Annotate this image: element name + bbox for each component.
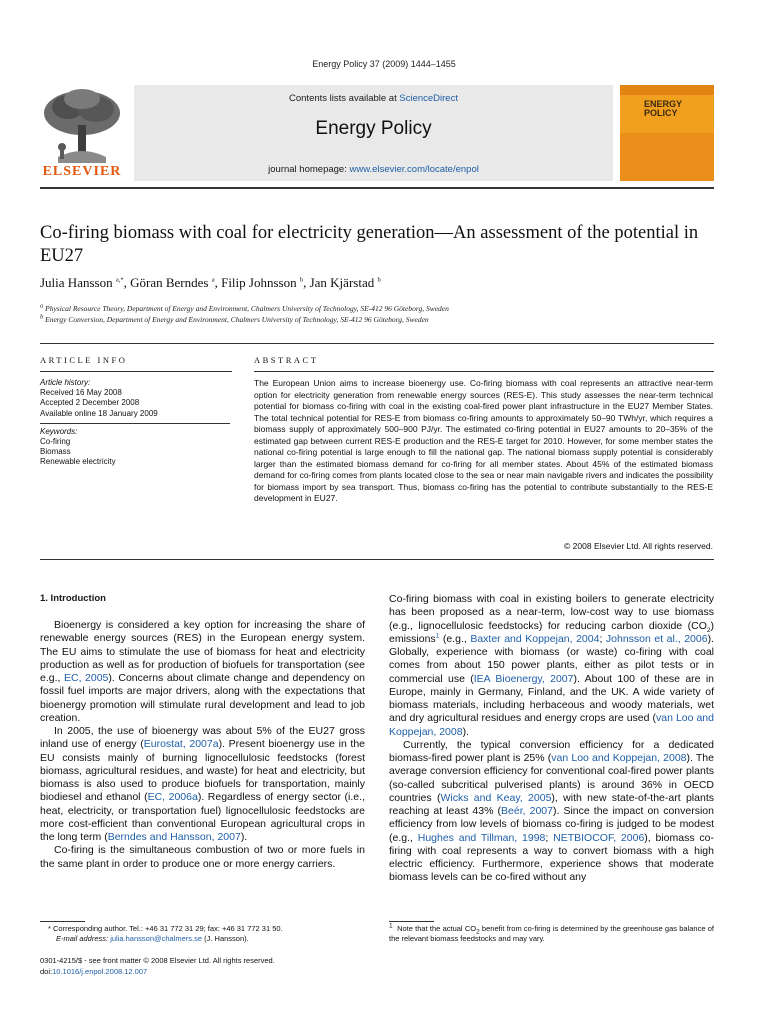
citation-link[interactable]: Eurostat, 2007a <box>143 738 219 751</box>
citation-link[interactable]: EC, 2005 <box>63 672 109 684</box>
author-affiliation-mark: a <box>211 276 215 284</box>
history-online: Available online 18 January 2009 <box>40 408 158 418</box>
section-heading-introduction: 1. Introduction <box>40 593 106 604</box>
homepage-prefix: journal homepage: <box>268 164 347 175</box>
email-label: E-mail address: <box>56 934 109 943</box>
cover-lower-band <box>620 133 714 181</box>
abstract-copyright: © 2008 Elsevier Ltd. All rights reserved. <box>564 541 713 551</box>
affiliation-mark: b <box>40 313 44 321</box>
citation-link[interactable]: Hughes and Tillman, 1998 <box>417 831 546 844</box>
paragraph: In 2005, the use of bioenergy was about 5% of the EU27 gross inland use of energy (Eurostat, 2007a). Present bioenergy use in the EU consists mainly of burning lignocellulosic feedstocks (forest biomass, agricultural residues, and waste) for heat and electricity, but biomass is also used to produce biofuels for transportation, mainly biodiesel and ethanol (EC, 2006a). Regardless of energy sector (i.e., heat, electricity, or transportation fuel) lignocellulosic feedstocks are more cost-efficient than conventional European agricultural crops in the long term (Berndes and Hansson, 2007). <box>40 725 365 843</box>
body-column-right <box>389 593 714 885</box>
contents-line <box>134 93 613 104</box>
keyword-item: Biomass <box>40 447 71 457</box>
affiliation-text: Energy Conversion, Department of Energy and Environment, Chalmers University of Technology, SE-412 96 Göteborg, Sweden <box>45 315 429 324</box>
issn-footer <box>40 955 275 977</box>
paragraph: Currently, the typical conversion efficiency for a dedicated biomass-fired power plant is 25% (van Loo and Koppejan, 2008). The average conversion efficiency for conventional coal-fired power plants (so-called subcritical pulverised plants) is around 36% in OECD countries (Wicks and Keay, 2005), with new state-of-the-art plants reaching at least 43% (Beér, 2007). Since the impact on conversion efficiency from low levels of biomass co-firing is judged to be modest (e.g., Hughes and Tillman, 1998; NETBIOCOF, 2006), biomass co-firing with coal represents a way to convert biomass with a high electric efficiency. Furthermore, experience shows that moderate biomass levels can be co-fired without any <box>389 738 714 884</box>
citation-link[interactable]: IEA Bioenergy, 2007 <box>473 672 574 685</box>
masthead-rule <box>40 187 714 189</box>
footnote-1: $^1$ Note that the actual $CO_2$ benefit from co-firing is determined by the greenhouse gas balance of the relevant biomass feedstocks and may vary. <box>389 922 714 943</box>
cover-title <box>644 100 682 118</box>
history-received: Received 16 May 2008 <box>40 388 122 398</box>
footnote-rule-left <box>40 921 85 922</box>
homepage-line <box>134 164 613 175</box>
keywords-rule <box>40 423 230 424</box>
info-top-rule <box>40 343 714 344</box>
corresponding-author-footnote: * Corresponding author. Tel.: +46 31 772 31 29; fax: +46 31 772 31 50. E-mail address: julia.hansson@chalmers.se (J. Hansson). <box>48 924 283 943</box>
keyword-item: Renewable electricity <box>40 457 116 467</box>
abstract-rule <box>254 371 714 372</box>
citation-link[interactable]: NETBIOCOF, 2006 <box>553 831 645 844</box>
email-link[interactable]: julia.hansson@chalmers.se <box>110 934 203 943</box>
sciencedirect-link[interactable]: ScienceDirect <box>399 93 458 104</box>
affiliation-b <box>40 315 429 324</box>
footnote-number: 1 <box>389 922 393 930</box>
footnote-link[interactable]: 1 <box>435 632 440 640</box>
author-affiliation-mark: a,* <box>115 276 124 284</box>
tree-icon <box>38 85 126 165</box>
article-title: Co-firing biomass with coal for electricity generation—An assessment of the potential in EU27 <box>40 223 699 266</box>
issn-line: 0301-4215/$ - see front matter © 2008 Elsevier Ltd. All rights reserved. <box>40 956 275 965</box>
doi-link[interactable]: 10.1016/j.enpol.2008.12.007 <box>52 967 148 976</box>
keywords-label: Keywords: <box>40 426 78 436</box>
author-affiliation-mark: b <box>299 276 304 284</box>
corresponding-author-text: Corresponding author. Tel.: +46 31 772 31 29; fax: +46 31 772 31 50. <box>53 924 283 933</box>
footnote-rule-right <box>389 921 434 922</box>
author-name: Filip Johnsson <box>221 275 297 290</box>
abstract-heading: ABSTRACT <box>254 355 319 365</box>
article-info-heading: ARTICLE INFO <box>40 355 128 365</box>
affiliation-text: Physical Resource Theory, Department of Energy and Environment, Chalmers University of Technology, SE-412 96 Göteborg, Sweden <box>45 304 449 313</box>
citation-link[interactable]: Beér, 2007 <box>501 805 553 817</box>
history-label: Article history: <box>40 378 91 387</box>
citation-link[interactable]: van Loo and Koppejan, 2008 <box>551 752 687 764</box>
author-name: Jan Kjärstad <box>309 275 375 290</box>
elsevier-wordmark: ELSEVIER <box>42 164 122 179</box>
cover-top-band <box>620 85 714 95</box>
citation-link[interactable]: van Loo and Koppejan, 2008 <box>389 712 714 738</box>
masthead-panel <box>134 85 613 181</box>
paragraph: Co-firing biomass with coal in existing boilers to generate electricity has been proposed as a near-term, low-cost way to use biomass (e.g., lignocellulosic feedstocks) for reducing carbon dioxide $(CO_2)$ emissions$^1$ (e.g., Baxter and Koppejan, 2004; Johnsson et al., 2006). Globally, experience with biomass (or waste) co-firing with coal comes from about 150 power plants, either as pilot tests or in commercial use (IEA Bioenergy, 2007). About 100 of these are in Europe, mainly in Germany, Finland, and the UK. A wide variety of biomass materials, including herbaceous and woody materials, wet and dry agricultural residues and energy crops are used (van Loo and Koppejan, 2008). <box>389 593 714 738</box>
author-affiliation-mark: b <box>377 276 381 284</box>
body-column-left <box>40 619 365 871</box>
citation-link[interactable]: Baxter and Koppejan, 2004 <box>470 632 600 645</box>
author-name: Julia Hansson <box>40 275 113 290</box>
history-accepted: Accepted 2 December 2008 <box>40 398 140 408</box>
journal-title: Energy Policy <box>315 118 432 139</box>
journal-reference: Energy Policy 37 (2009) 1444–1455 <box>312 59 456 69</box>
affiliation-a <box>40 304 449 313</box>
citation-link[interactable]: Wicks and Keay, 2005 <box>440 791 552 804</box>
doi-label: doi: <box>40 967 53 976</box>
author-name: Göran Berndes <box>130 275 209 290</box>
citation-link[interactable]: Johnsson et al., 2006 <box>605 632 708 645</box>
author-list: Julia Hansson $^{a,*}$, Göran Berndes $^a$, Filip Johnsson $^b$, Jan Kjärstad $^b$ <box>40 275 381 290</box>
article-info <box>40 378 230 468</box>
homepage-link[interactable]: www.elsevier.com/locate/enpol <box>349 164 479 175</box>
article-info-rule <box>40 371 232 372</box>
paragraph: Co-firing is the simultaneous combustion of two or more fuels in the same plant in order to produce one or more energy carriers. <box>40 844 365 870</box>
affiliation-mark: a <box>40 302 44 310</box>
keyword-item: Co-firing <box>40 437 71 447</box>
cover-title-line1: ENERGY <box>644 99 683 109</box>
elsevier-logo[interactable] <box>38 85 126 180</box>
paragraph: Bioenergy is considered a key option for increasing the share of renewable energy sources (RES) in the European energy system. The EU aims to stimulate the use of biomass for heat and electricity production as well as for production of biofuels for transportation (see e.g., EC, 2005). Concerns about climate change and dependency on fossil fuel imports are major drivers, along with the expectations that bioenergy promotion will stimulate rural development and lead to job creation. <box>40 619 365 724</box>
citation-link[interactable]: EC, 2006a <box>147 791 198 804</box>
journal-cover[interactable] <box>620 85 714 181</box>
contents-prefix: Contents lists available at <box>289 93 397 104</box>
email-name: (J. Hansson). <box>204 934 249 943</box>
abstract-bottom-rule <box>40 559 714 560</box>
cover-title-line2: POLICY <box>644 108 678 118</box>
abstract-text: The European Union aims to increase bioenergy use. Co-firing biomass with coal represents an attractive near-term option for electricity generation from renewable energy sources (RES-E). This study assesses the near-term technical potential for biomass co-firing with coal in the existing coal-fired power plant infrastructure in the EU27 Member States. The total technical potential for RES-E from biomass co-firing amounts to approximately 50–90 TWh/yr, which requires a biomass supply of approximately 500–900 PJ/yr. The estimated co-firing potential in EU27 amounts to 20–35% of the estimated gap between current RES-E production and the RES-E target for 2010. However, for some member states the national co-firing potential is large enough to fill the national gap. The national biomass supply potential is considerably larger than the estimated biomass demand for co-firing for all member states. About 45% of the estimated biomass demand for co-firing comes from plants located close to the sea or near main navigable rivers and indicates the possibility for biomass import by sea transport. Thus, biomass co-firing has the potential to contribute substantially to the RES-E development in EU27. <box>254 378 713 504</box>
citation-link[interactable]: Berndes and Hansson, 2007 <box>107 831 241 843</box>
